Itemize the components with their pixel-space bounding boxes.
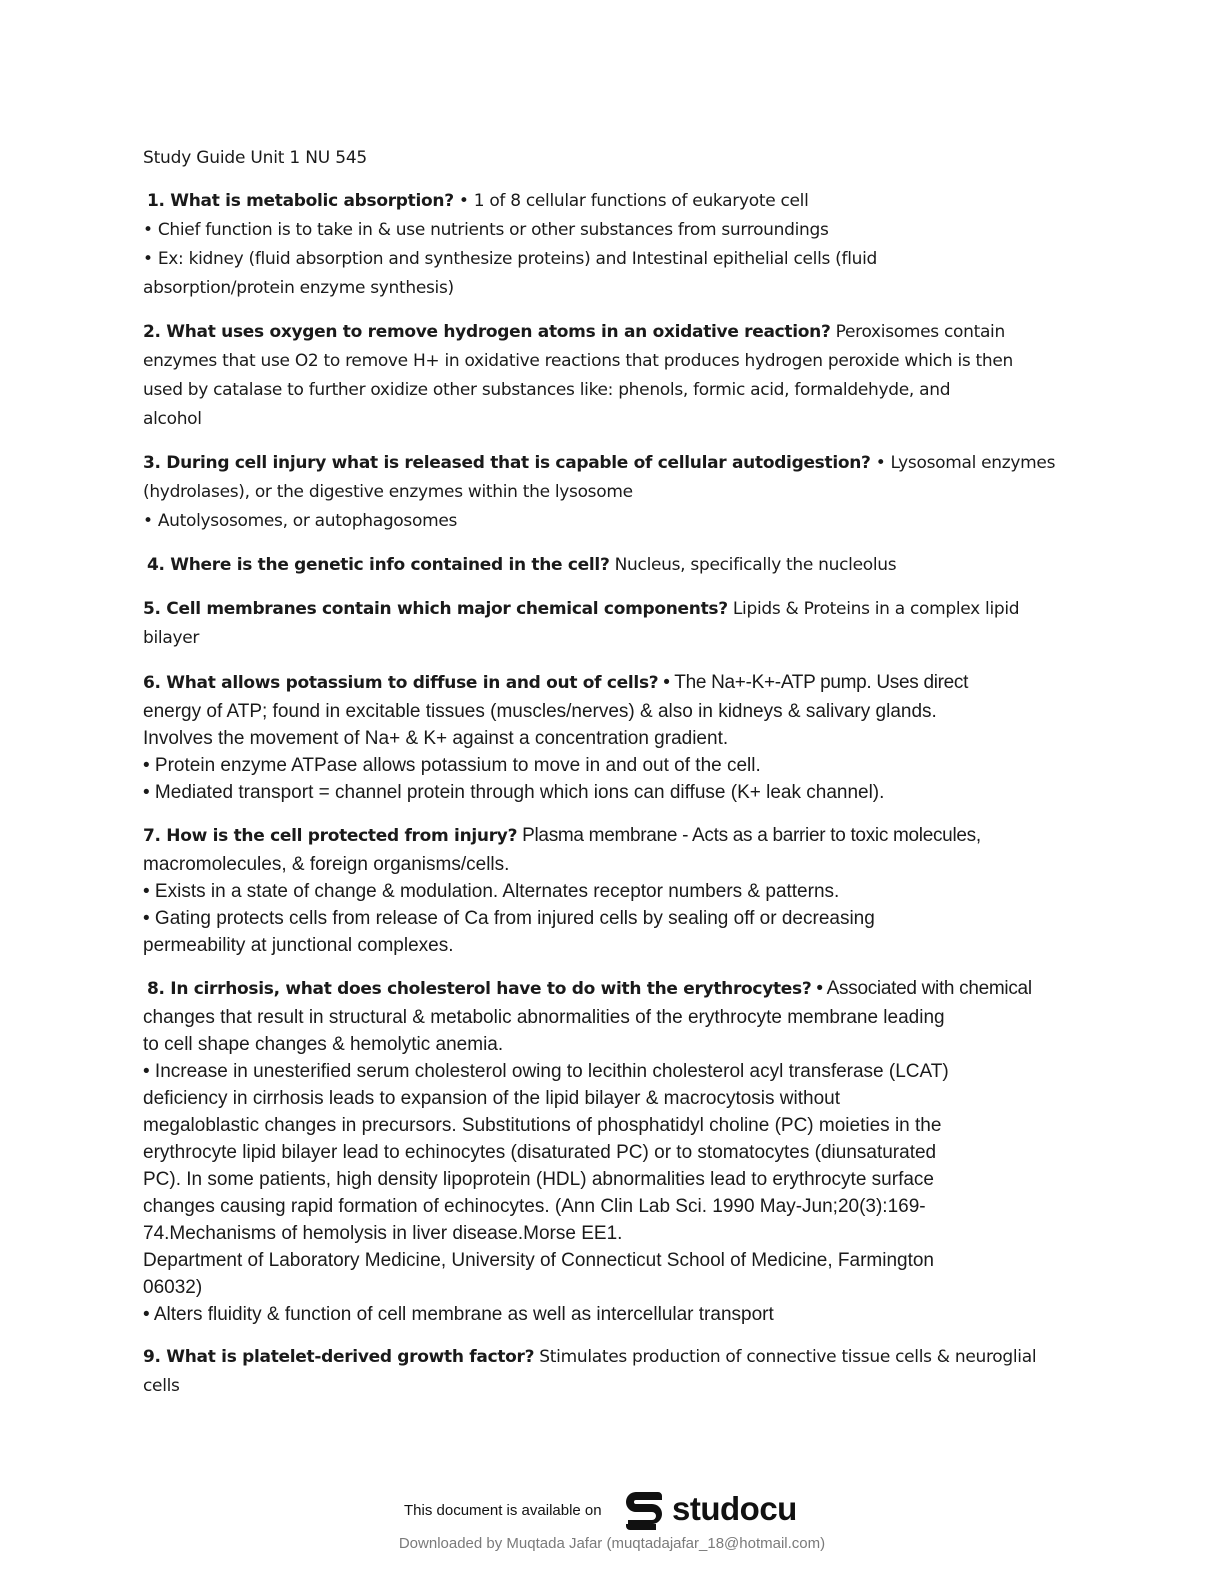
answer-text: Lipids & Proteins in a complex lipid [727, 599, 1020, 619]
availability-text: This document is available on [404, 1502, 602, 1519]
answer-line: changes causing rapid formation of echinocytes. (Ann Clin Lab Sci. 1990 May-Jun;20(3):169- [143, 1196, 926, 1217]
question-text: 8. In cirrhosis, what does cholesterol have to do with the erythrocytes? [147, 979, 812, 999]
question-line [143, 551, 1078, 580]
answer-line: deficiency in cirrhosis leads to expansion of the lipid bilayer & macrocytosis without [143, 1088, 840, 1109]
answer-line: energy of ATP; found in excitable tissues (muscles/nerves) & also in kidneys & salivary glands. [143, 701, 937, 722]
question-block-2 [143, 318, 1078, 434]
answer-line: 06032) [143, 1277, 203, 1298]
answer-line: • Alters fluidity & function of cell membrane as well as intercellular transport [143, 1304, 774, 1325]
downloaded-by-text: Downloaded by Muqtada Jafar (muqtadajafar_18@hotmail.com) [398, 1535, 826, 1552]
question-block-3 [143, 449, 1078, 536]
answer-line: • Protein enzyme ATPase allows potassium to move in and out of the cell. [143, 755, 761, 776]
question-text: 6. What allows potassium to diffuse in and out of cells? [143, 673, 659, 693]
question-block-5 [143, 595, 1078, 653]
answer-line: changes that result in structural & metabolic abnormalities of the erythrocyte membrane leading [143, 1007, 945, 1028]
answer-text: • Lysosomal enzymes [870, 453, 1056, 473]
answer-text: • The Na+-K+-ATP pump. Uses direct [658, 672, 969, 693]
answer-line: • Increase in unesterified serum cholesterol owing to lecithin cholesterol acyl transferase (LCAT) [143, 1061, 949, 1082]
question-text: 1. What is metabolic absorption? [147, 191, 454, 211]
page-footer [0, 1484, 1224, 1584]
answer-line: cells [143, 1376, 180, 1396]
question-block-9 [143, 1343, 1078, 1401]
answer-line: 74.Mechanisms of hemolysis in liver disease.Morse EE1. [143, 1223, 623, 1244]
question-line [143, 318, 1078, 347]
answer-text: Stimulates production of connective tissue cells & neuroglial [534, 1347, 1037, 1367]
answer-line: PC). In some patients, high density lipoprotein (HDL) abnormalities lead to erythrocyte surface [143, 1169, 934, 1190]
answer-line: • Mediated transport = channel protein through which ions can diffuse (K+ leak channel). [143, 782, 885, 803]
answer-line: megaloblastic changes in precursors. Substitutions of phosphatidyl choline (PC) moieties in the [143, 1115, 942, 1136]
question-block-4 [143, 551, 1078, 580]
answer-line: to cell shape changes & hemolytic anemia. [143, 1034, 504, 1055]
question-block-7 [143, 821, 1078, 959]
answer-text: • 1 of 8 cellular functions of eukaryote cell [453, 191, 809, 211]
question-text: 7. How is the cell protected from injury? [143, 826, 518, 846]
question-line [143, 187, 1078, 216]
question-line [143, 668, 1078, 698]
answer-line: absorption/protein enzyme synthesis) [143, 278, 454, 298]
answer-line: enzymes that use O2 to remove H+ in oxidative reactions that produces hydrogen peroxide which is then [143, 351, 1014, 371]
answer-line: macromolecules, & foreign organisms/cells. [143, 854, 510, 875]
question-line [143, 974, 1078, 1004]
question-block-6 [143, 668, 1078, 806]
question-block-8 [143, 974, 1078, 1328]
answer-line: Involves the movement of Na+ & K+ against a concentration gradient. [143, 728, 729, 749]
answer-text: Plasma membrane - Acts as a barrier to toxic molecules, [517, 825, 981, 846]
answer-line: • Chief function is to take in & use nutrients or other substances from surroundings [143, 220, 829, 240]
question-text: 3. During cell injury what is released that is capable of cellular autodigestion? [143, 453, 871, 473]
question-text: 2. What uses oxygen to remove hydrogen atoms in an oxidative reaction? [143, 322, 831, 342]
question-line [143, 449, 1078, 478]
question-text: 5. Cell membranes contain which major chemical components? [143, 599, 728, 619]
document-title: Study Guide Unit 1 NU 545 [143, 148, 368, 168]
question-block-1 [143, 187, 1078, 303]
answer-line: Department of Laboratory Medicine, University of Connecticut School of Medicine, Farmington [143, 1250, 934, 1271]
answer-line: • Gating protects cells from release of Ca from injured cells by sealing off or decreasing [143, 908, 875, 929]
answer-text: Nucleus, specifically the nucleolus [609, 555, 897, 575]
question-text: 9. What is platelet-derived growth factor? [143, 1347, 535, 1367]
document-page [143, 144, 1078, 1416]
answer-line: erythrocyte lipid bilayer lead to echinocytes (disaturated PC) or to stomatocytes (diunsaturated [143, 1142, 937, 1163]
answer-line: permeability at junctional complexes. [143, 935, 454, 956]
studocu-brand[interactable]: studocu [672, 1490, 797, 1527]
question-line [143, 595, 1078, 624]
question-line [143, 1343, 1078, 1372]
answer-line: bilayer [143, 628, 200, 648]
answer-text: • Associated with chemical [811, 978, 1032, 999]
answer-line: • Autolysosomes, or autophagosomes [143, 511, 458, 531]
answer-text: Peroxisomes contain [830, 322, 1005, 342]
question-line [143, 821, 1078, 851]
answer-line: used by catalase to further oxidize other substances like: phenols, formic acid, formaldehyde, and [143, 380, 951, 400]
answer-line: (hydrolases), or the digestive enzymes within the lysosome [143, 482, 633, 502]
question-text: 4. Where is the genetic info contained in the cell? [147, 555, 610, 575]
answer-line: • Ex: kidney (fluid absorption and synthesize proteins) and Intestinal epithelial cells (fluid [143, 249, 878, 269]
answer-line: alcohol [143, 409, 202, 429]
answer-line: • Exists in a state of change & modulation. Alternates receptor numbers & patterns. [143, 881, 840, 902]
studocu-logo-icon[interactable] [622, 1488, 666, 1534]
